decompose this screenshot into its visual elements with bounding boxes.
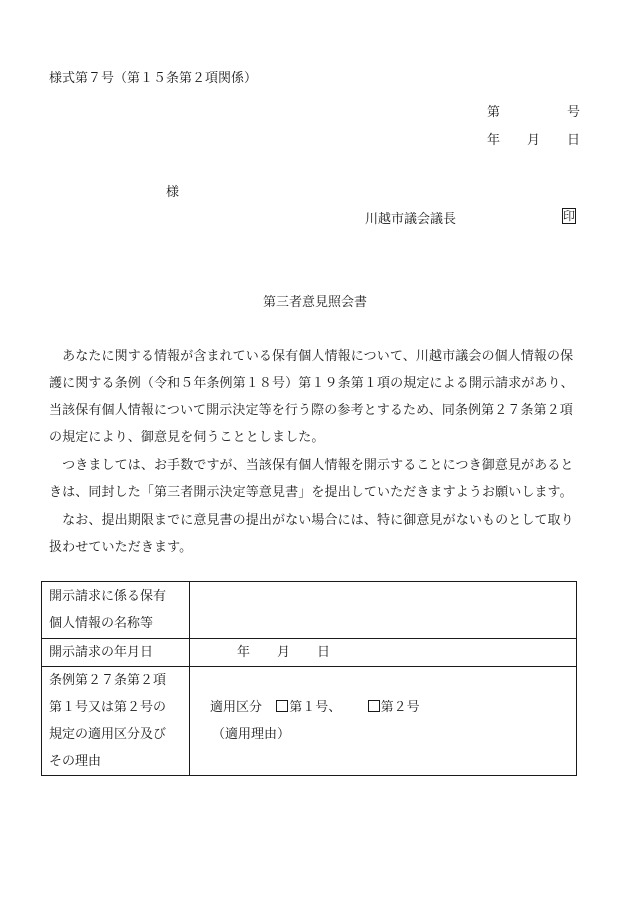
option1-checkbox[interactable] [276, 700, 288, 712]
option1-label: 第１号、 [289, 700, 342, 715]
request-date-day: 日 [317, 645, 331, 660]
applicable-category-field[interactable] [190, 667, 577, 776]
body-line: なお、提出期限までに意見書の提出がない場合には、特に御意見がないものとして取り [49, 513, 574, 528]
body-line: 護に関する条例（令和５年条例第１８号）第１９条第１項の規定による開示請求があり、 [49, 376, 574, 391]
request-date-field[interactable] [190, 639, 577, 667]
sender-name: 川越市議会議長 [365, 212, 457, 227]
table-row [42, 667, 577, 776]
date-month: 月 [527, 133, 541, 148]
info-table [41, 581, 577, 776]
label-line: 条例第２７条第２項 [49, 673, 167, 688]
table-row [42, 639, 577, 667]
option2-checkbox[interactable] [368, 700, 380, 712]
request-info-name-field[interactable] [190, 582, 577, 639]
body-line: つきましては、お手数ですが、当該保有個人情報を開示することにつき御意見があると [49, 458, 574, 473]
category-line [210, 694, 576, 721]
seal-stamp: 印 [563, 209, 576, 223]
form-number: 様式第７号（第１５条第２項関係） [49, 71, 258, 86]
option2-label: 第２号 [380, 700, 420, 715]
request-info-name-label [42, 582, 190, 639]
body-line: 扱わせていただきます。 [49, 540, 193, 555]
body-line: きは、同封した「第三者開示決定等意見書」を提出していただきますようお願いします。 [49, 485, 573, 500]
label-line: 第１号又は第２号の [49, 700, 167, 715]
table-row [42, 582, 577, 639]
body-line: あなたに関する情報が含まれている保有個人情報について、川越市議会の個人情報の保 [49, 349, 574, 364]
body-line: 当該保有個人情報について開示決定等を行う際の参考とするため、同条例第２７条第２項 [49, 403, 574, 418]
date-day: 日 [567, 133, 581, 148]
recipient-honorific: 様 [166, 185, 180, 200]
reason-label: （適用理由） [212, 727, 291, 742]
request-date-month: 月 [277, 645, 291, 660]
label-line: 個人情報の名称等 [49, 616, 154, 631]
category-label: 適用区分 [210, 700, 263, 715]
request-date-year: 年 [237, 645, 251, 660]
request-date-label: 開示請求の年月日 [42, 639, 190, 667]
date-year: 年 [487, 133, 501, 148]
body-line: の規定により、御意見を伺うこととしました。 [49, 430, 325, 445]
label-line: 開示請求に係る保有 [49, 589, 167, 604]
applicable-category-label [42, 667, 190, 776]
document-number-label: 第 [487, 105, 501, 120]
document-title: 第三者意見照会書 [262, 295, 367, 310]
label-line: その理由 [49, 754, 102, 769]
label-line: 規定の適用区分及び [49, 727, 167, 742]
document-number-suffix: 号 [567, 105, 581, 120]
